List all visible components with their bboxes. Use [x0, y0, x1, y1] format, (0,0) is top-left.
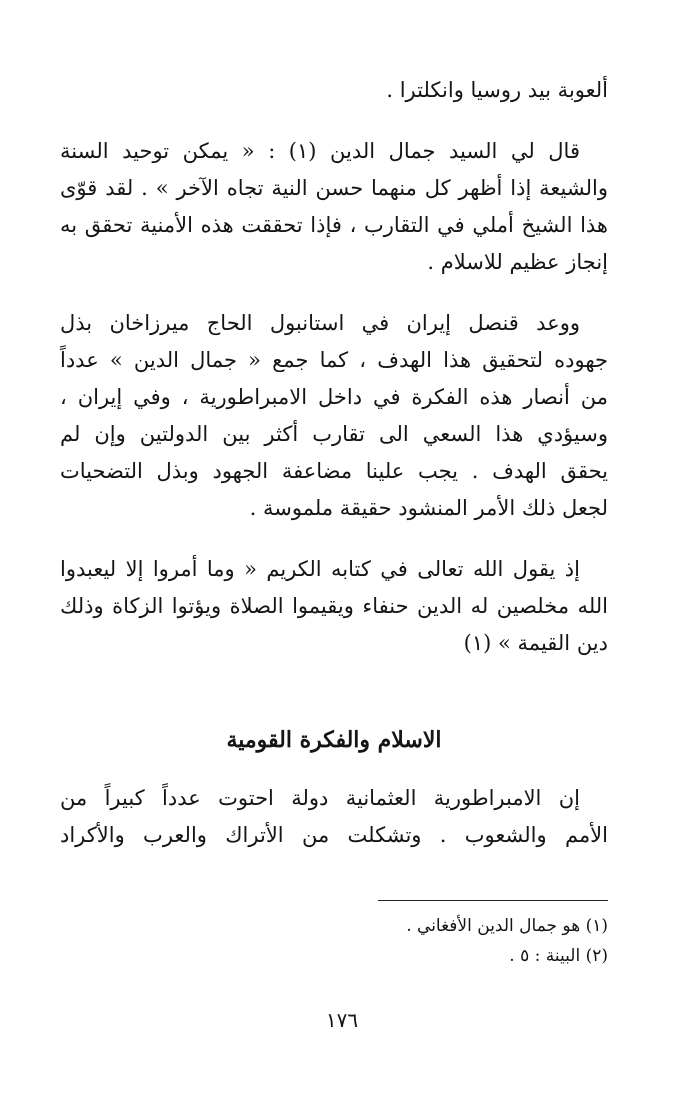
text-line: إذ يقول الله تعالى في كتابه الكريم « وما أمروا إلا ليعبدوا: [60, 557, 580, 581]
footnote-2: (٢) البينة : ٥ .: [509, 946, 608, 966]
paragraph-5: [60, 780, 608, 854]
text-line: جهوده لتحقيق هذا الهدف ، كما جمع « جمال الدين » عدداً: [60, 348, 608, 372]
footnote-divider: [378, 900, 608, 901]
footnotes: [348, 900, 608, 971]
text-line: يحقق الهدف . يجب علينا مضاعفة الجهود وبذل التضحيات: [60, 459, 608, 483]
footnote-1: (١) هو جمال الدين الأفغاني .: [406, 916, 608, 936]
page-body: [60, 72, 608, 854]
text-line: إنجاز عظيم للاسلام .: [427, 250, 608, 274]
paragraph-1: [60, 72, 608, 109]
paragraph-3: [60, 305, 608, 527]
text-line: إن الامبراطورية العثمانية دولة احتوت عدداً كبيراً من: [60, 786, 580, 811]
paragraph-spacer: [60, 109, 608, 133]
page-number: ١٧٦: [325, 1008, 359, 1032]
paragraph-spacer: [60, 281, 608, 305]
text-line: دين القيمة » (١): [463, 631, 608, 655]
text-line: قال لي السيد جمال الدين (١) : « يمكن توحيد السنة: [60, 139, 580, 163]
section-heading: الاسلام والفكرة القومية: [226, 727, 442, 754]
text-line: هذا الشيخ أملي في التقارب ، فإذا تحققت هذه الأمنية تحقق به: [60, 213, 608, 237]
text-line: من أنصار هذه الفكرة في داخل الامبراطورية ، وفي إيران ،: [60, 385, 608, 409]
section-spacer: [60, 662, 608, 702]
text-line: وسيؤدي هذا السعي الى تقارب أكثر بين الدولتين وإن لم: [60, 422, 608, 446]
text-line: والشيعة إذا أظهر كل منهما حسن النية تجاه الآخر » . لقد قوّى: [60, 176, 608, 200]
text-line: لجعل ذلك الأمر المنشود حقيقة ملموسة .: [249, 496, 608, 520]
paragraph-spacer: [60, 527, 608, 551]
text-line: ووعد قنصل إيران في استانبول الحاج ميرزاخان بذل: [60, 311, 580, 335]
paragraph-4: [60, 551, 608, 662]
text-line: الله مخلصين له الدين حنفاء ويقيموا الصلاة ويؤتوا الزكاة وذلك: [60, 594, 608, 618]
text-line: الأمم والشعوب . وتشكلت من الأتراك والعرب والأكراد: [60, 823, 608, 848]
text-line: ألعوبة بيد روسيا وانكلترا .: [386, 78, 608, 102]
paragraph-2: [60, 133, 608, 281]
